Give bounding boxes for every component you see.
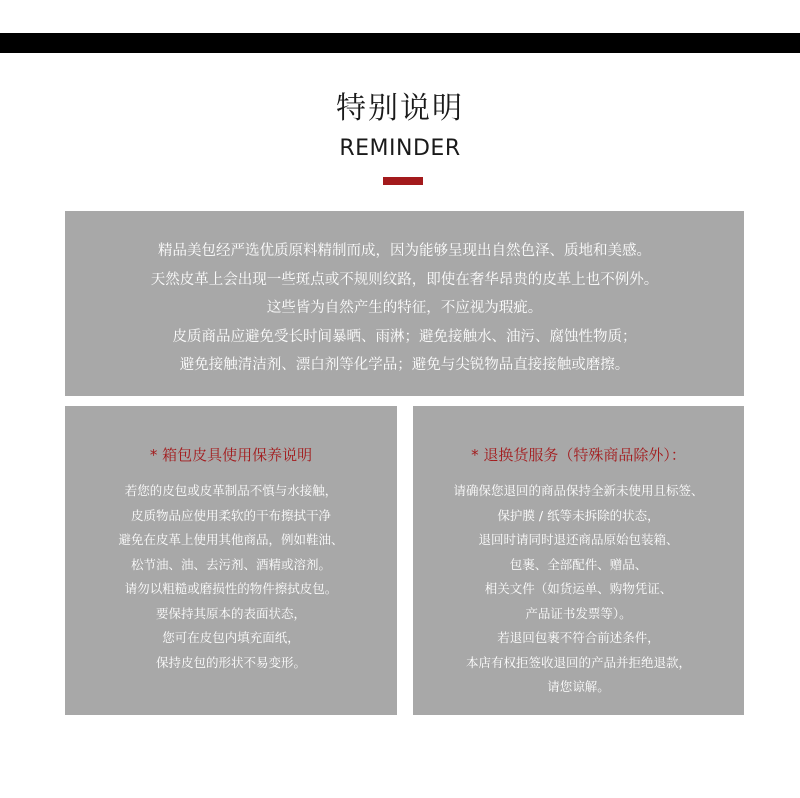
- care-line: 松节油、油、去污剂、酒精或溶剂。: [130, 556, 331, 572]
- returns-line: 请确保您退回的商品保持全新未使用且标签、: [453, 483, 704, 498]
- care-heading: * 箱包皮具使用保养说明: [149, 446, 313, 464]
- intro-line: 避免接触清洁剂、漂白剂等化学品；避免与尖锐物品直接接触或磨擦。: [179, 357, 630, 373]
- intro-line: 精品美包经严选优质原料精制而成，因为能够呈现出自然色泽、质地和美感。: [158, 243, 651, 259]
- title-accent-divider: [383, 177, 423, 185]
- returns-line: 本店有权拒签收退回的产品并拒绝退款，: [465, 654, 691, 670]
- returns-line: 请您谅解。: [547, 679, 610, 694]
- care-instructions-panel: [65, 406, 397, 715]
- intro-line: 天然皮革上会出现一些斑点或不规则纹路，即使在奢华昂贵的皮革上也不例外。: [150, 271, 659, 288]
- care-line: 请勿以粗糙或磨损性的物件擦拭皮包。: [124, 581, 338, 596]
- care-line: 避免在皮革上使用其他商品，例如鞋油、: [118, 532, 344, 547]
- returns-line: 若退回包裹不符合前述条件，: [497, 630, 660, 645]
- care-line: 要保持其原本的表面状态，: [155, 605, 306, 621]
- care-line: 若您的皮包或皮革制品不慎与水接触，: [124, 483, 338, 498]
- returns-heading: * 退换货服务（特殊商品除外）：: [471, 446, 686, 464]
- returns-line: 产品证书发票等）。: [525, 605, 632, 621]
- intro-line: 皮质商品应避免受长时间暴晒、雨淋；避免接触水、油污、腐蚀性物质；: [172, 328, 637, 345]
- returns-line: 相关文件（如货运单、购物凭证、: [484, 581, 673, 596]
- intro-line: 这些皆为自然产生的特征，不应视为瑕疵。: [266, 300, 543, 316]
- care-line: 您可在皮包内填充面纸，: [162, 630, 300, 645]
- returns-line: 保护膜 / 纸等未拆除的状态，: [497, 507, 660, 523]
- page-subtitle: REMINDER: [339, 136, 461, 161]
- intro-panel: [65, 211, 744, 396]
- returns-line: 包裹、全部配件、赠品、: [509, 556, 648, 572]
- returns-line: 退回时请同时退还商品原始包装箱、: [478, 532, 679, 547]
- top-black-bar: [0, 33, 800, 53]
- care-line: 皮质物品应使用柔软的干布擦拭干净: [130, 507, 331, 523]
- care-line: 保持皮包的形状不易变形。: [155, 654, 306, 670]
- page-title: 特别说明: [336, 91, 464, 126]
- returns-policy-panel: [413, 406, 744, 715]
